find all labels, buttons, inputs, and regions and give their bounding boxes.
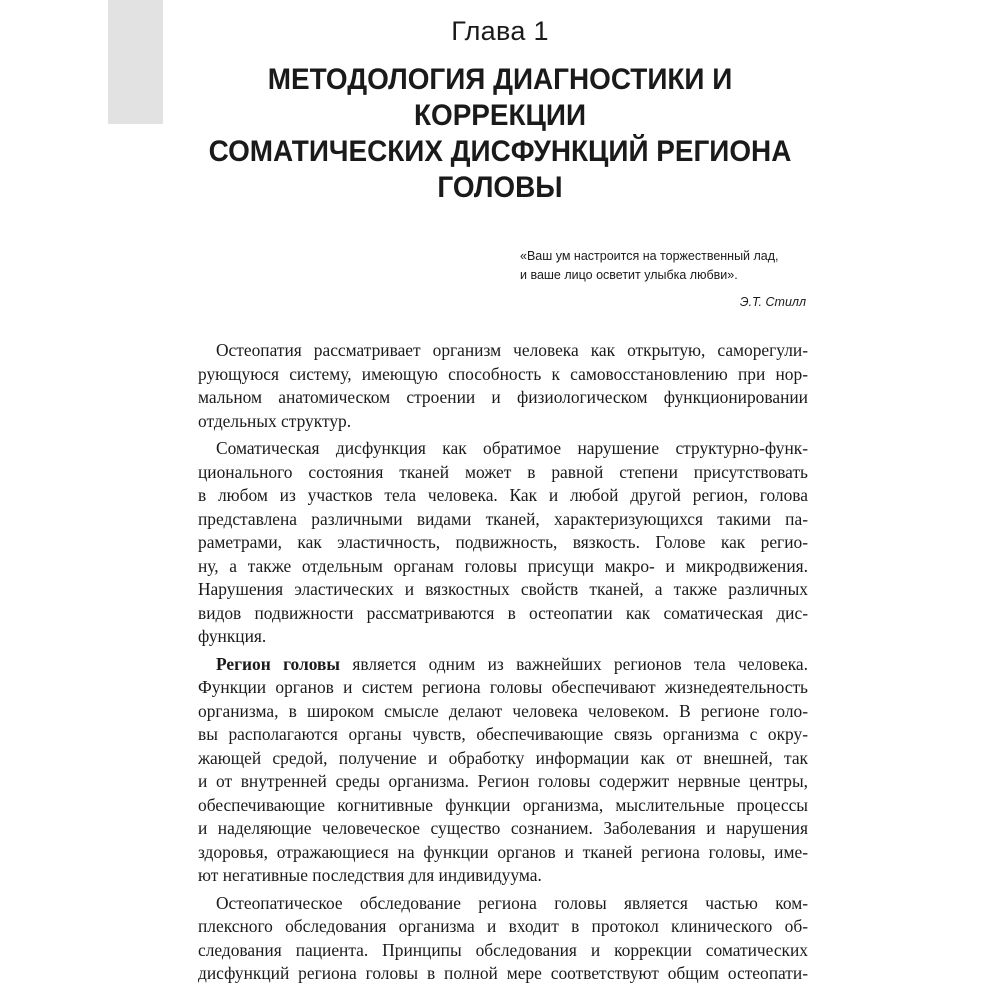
text-line-with-bold-lead <box>198 653 808 677</box>
chapter-title <box>193 62 807 206</box>
paragraph-3 <box>198 653 808 888</box>
text-line: плексного обследования организма и входит в протокол клинического об- <box>198 916 808 936</box>
text-line: обеспечивающие когнитивные функции организма, мыслительные процессы <box>198 794 808 815</box>
epigraph-line: и ваше лицо осветит улыбка любви». <box>520 268 738 282</box>
text-line: в любом из участков тела человека. Как и любой другой регион, голова <box>198 485 808 505</box>
text-line: следования пациента. Принципы обследования и коррекции соматических <box>198 939 808 960</box>
text-line: ну, а также отдельным органам головы присущи макро- и микродвижения. <box>198 555 808 576</box>
text-line: отдельных структур. <box>198 410 352 431</box>
paragraph-4 <box>198 892 808 986</box>
text-line: Остеопатия рассматривает организм человека как открытую, саморегули- <box>216 340 808 360</box>
text-line: ционального состояния тканей может в равной степени присутствовать <box>198 461 808 482</box>
text-line: Функции органов и систем региона головы обеспечивают жизнедеятельность <box>198 677 808 697</box>
text-line: жающей средой, получение и обработку информации как от внешней, так <box>198 747 808 768</box>
text-line: Остеопатическое обследование региона головы является частью ком- <box>216 892 808 913</box>
paragraph-2 <box>198 437 808 649</box>
text-line: видов подвижности рассматриваются в остеопатии как соматическая дис- <box>198 602 808 623</box>
chapter-title-line: ГОЛОВЫ <box>437 171 563 204</box>
bold-term: Регион головы <box>216 653 341 674</box>
epigraph-line: «Ваш ум настроится на торжественный лад, <box>520 249 779 263</box>
text-line: и от внутренней среды организма. Регион головы содержит нервные центры, <box>198 771 808 791</box>
text-line: раметрами, как эластичность, подвижность, вязкость. Голове как регио- <box>198 532 808 552</box>
text-line: дисфункций региона головы в полной мере соответствуют общим остеопати- <box>198 963 808 983</box>
text-line: функция. <box>198 626 267 646</box>
text-line: представлена различными видами тканей, характеризующихся такими па- <box>198 508 808 529</box>
text-fragment: является одним из важнейших регионов тела человека. <box>340 653 808 674</box>
text-line: здоровья, отражающиеся на функции органов и тканей региона головы, име- <box>198 841 808 862</box>
body-text <box>198 339 808 990</box>
epigraph-author: Э.Т. Стилл <box>739 295 806 309</box>
text-line: ют негативные последствия для индивидуума. <box>198 865 542 885</box>
chapter-label: Глава 1 <box>451 16 549 46</box>
text-line: мальном анатомическом строении и физиологическом функционировании <box>198 387 808 407</box>
text-line: Нарушения эластических и вязкостных свойств тканей, а также различных <box>198 579 808 599</box>
text-line: организма, в широком смысле делают человека человеком. В регионе голо- <box>198 700 808 721</box>
epigraph <box>520 247 806 312</box>
text-line: рующуюся систему, имеющую способность к самовосстановлению при нор- <box>198 363 808 384</box>
text-line: Соматическая дисфункция как обратимое нарушение структурно-функ- <box>216 438 808 458</box>
chapter-title-line: СОМАТИЧЕСКИХ ДИСФУНКЦИЙ РЕГИОНА <box>208 135 792 168</box>
chapter-title-line: МЕТОДОЛОГИЯ ДИАГНОСТИКИ И КОРРЕКЦИИ <box>267 63 733 132</box>
text-line: и наделяющие человеческое существо сознанием. Заболевания и нарушения <box>198 818 808 838</box>
paragraph-1 <box>198 339 808 433</box>
text-line: вы располагаются органы чувств, обеспечивающие связь организма с окру- <box>198 724 808 744</box>
